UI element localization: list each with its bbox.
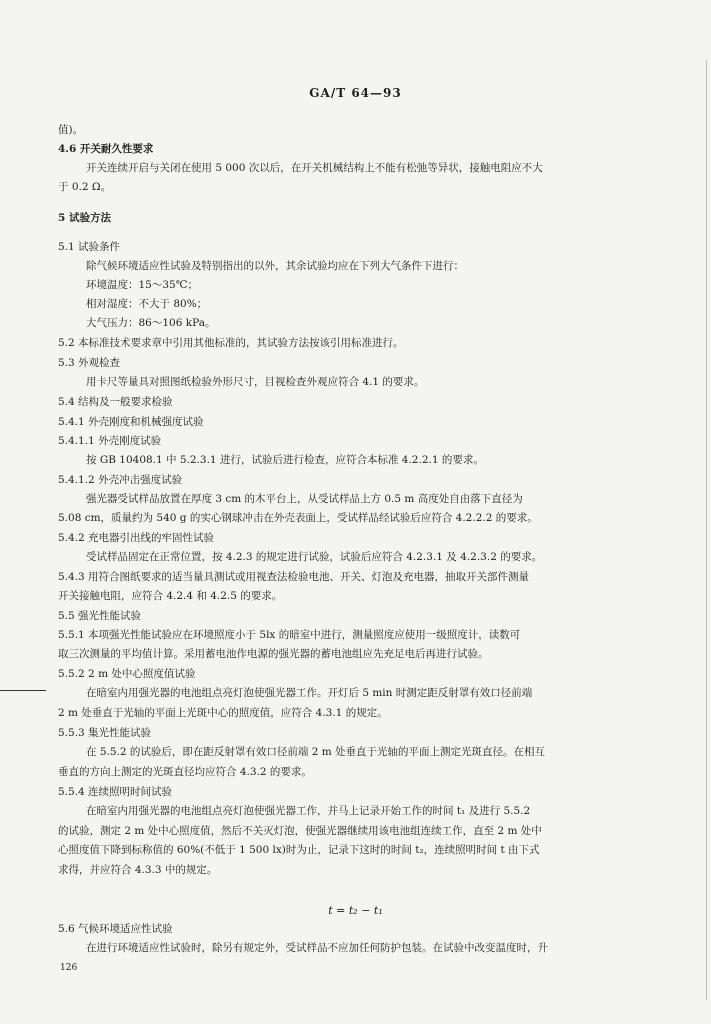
section-heading-5-6: 5.6 气候环境适应性试验: [58, 923, 173, 935]
section-heading-5-5-2: 5.5.2 2 m 处中心照度值试验: [58, 668, 196, 680]
text-line: 取三次测量的平均值计算。采用蓄电池作电源的强光器的蓄电池组应先充足电后再进行试验。: [58, 648, 489, 660]
text-line: 在 5.5.2 的试验后，即在距反射罩有效口径前端 2 m 处垂直于光轴的平面上测定光斑直径。在相互: [86, 746, 546, 758]
text-line: 垂直的方向上测定的光斑直径均应符合 4.3.2 的要求。: [58, 766, 312, 778]
section-heading-4-6: 4.6 开关耐久性要求: [58, 143, 154, 155]
page-number: 126: [60, 963, 78, 973]
section-heading-5: 5 试验方法: [58, 212, 111, 224]
text-line: 5.5.1 本项强光性能试验应在环境照度小于 5lx 的暗室中进行，测量照度应使用一级照度计，读数可: [58, 629, 521, 641]
text-line: 环境温度：15～35℃；: [86, 279, 198, 291]
text-line: 5.4.3 用符合图纸要求的适当量具测试或用视查法检验电池、开关、灯泡及充电器，抽取开关部件测量: [58, 571, 530, 583]
text-line: 的试验，测定 2 m 处中心照度值，然后不关灭灯泡，使强光器继续用该电池组连续工作，直至 2 m 处中: [58, 825, 542, 837]
text-line: 2 m 处垂直于光轴的平面上光斑中心的照度值，应符合 4.3.1 的规定。: [58, 707, 388, 719]
text-line: 除气候环境适应性试验及特别指出的以外，其余试验均应在下列大气条件下进行：: [86, 260, 464, 272]
section-heading-5-4-1-2: 5.4.1.2 外壳冲击强度试验: [58, 474, 183, 486]
text-line: 在进行环境适应性试验时，除另有规定外，受试样品不应加任何防护包装。在试验中改变温度时，升: [86, 942, 548, 954]
text-line: 心照度值下降到标称值的 60%(不低于 1 500 lx)时为止，记录下这时的时间 t₂，连续照明时间 t 由下式: [58, 844, 540, 856]
text-line: 求得，并应符合 4.3.3 中的规定。: [58, 864, 218, 876]
section-heading-5-4-2: 5.4.2 充电器引出线的牢固性试验: [58, 532, 215, 544]
text-line: 开关连续开启与关闭在使用 5 000 次以后，在开关机械结构上不能有松弛等异状，接触电阻应不大: [86, 162, 543, 174]
text-line: 受试样品固定在正常位置，按 4.2.3 的规定进行试验，试验后应符合 4.2.3.1 及 4.2.3.2 的要求。: [86, 551, 543, 563]
text-line: 按 GB 10408.1 中 5.2.3.1 进行，试验后进行检查，应符合本标准 4.2.2.1 的要求。: [86, 454, 484, 466]
text-line: 于 0.2 Ω。: [58, 181, 112, 193]
text-line: 在暗室内用强光器的电池组点亮灯泡使强光器工作。开灯后 5 min 时测定距反射罩有效口径前端: [86, 687, 533, 699]
section-heading-5-5-4: 5.5.4 连续照明时间试验: [58, 786, 173, 798]
scan-edge-line: [706, 60, 707, 1000]
text-line: 开关接触电阻，应符合 4.2.4 和 4.2.5 的要求。: [58, 590, 283, 602]
section-heading-5-1: 5.1 试验条件: [58, 241, 121, 253]
text-line: 在暗室内用强光器的电池组点亮灯泡使强光器工作，并马上记录开始工作的时间 t₁ 及进行 5.5.2: [86, 805, 531, 817]
text-line: 用卡尺等量具对照图纸检验外形尺寸，目视检查外观应符合 4.1 的要求。: [86, 376, 425, 388]
section-heading-5-5-3: 5.5.3 集光性能试验: [58, 727, 152, 739]
scan-artifact-line: [0, 690, 46, 691]
text-line: 大气压力：86～106 kPa。: [86, 317, 216, 329]
text-line: 5.2 本标准技术要求章中引用其他标准的，其试验方法按该引用标准进行。: [58, 337, 404, 349]
text-line: 5.08 cm，质量约为 540 g 的实心钢球冲击在外壳表面上，受试样品经试验后应符合 4.2.2.2 的要求。: [58, 512, 538, 524]
section-heading-5-4-1-1: 5.4.1.1 外壳刚度试验: [58, 435, 162, 447]
text-line: 相对湿度：不大于 80%；: [86, 298, 208, 310]
standard-header: GA/T 64—93: [309, 86, 402, 100]
section-heading-5-3: 5.3 外观检查: [58, 357, 121, 369]
section-heading-5-5: 5.5 强光性能试验: [58, 610, 142, 622]
section-heading-5-4: 5.4 结构及一般要求检验: [58, 396, 173, 408]
formula: t = t₂ − t₁: [328, 904, 383, 917]
text-line: 强光器受试样品放置在厚度 3 cm 的木平台上，从受试样品上方 0.5 m 高度处自由落下直径为: [86, 493, 523, 505]
section-heading-5-4-1: 5.4.1 外壳刚度和机械强度试验: [58, 416, 204, 428]
text-line: 值)。: [58, 124, 84, 136]
